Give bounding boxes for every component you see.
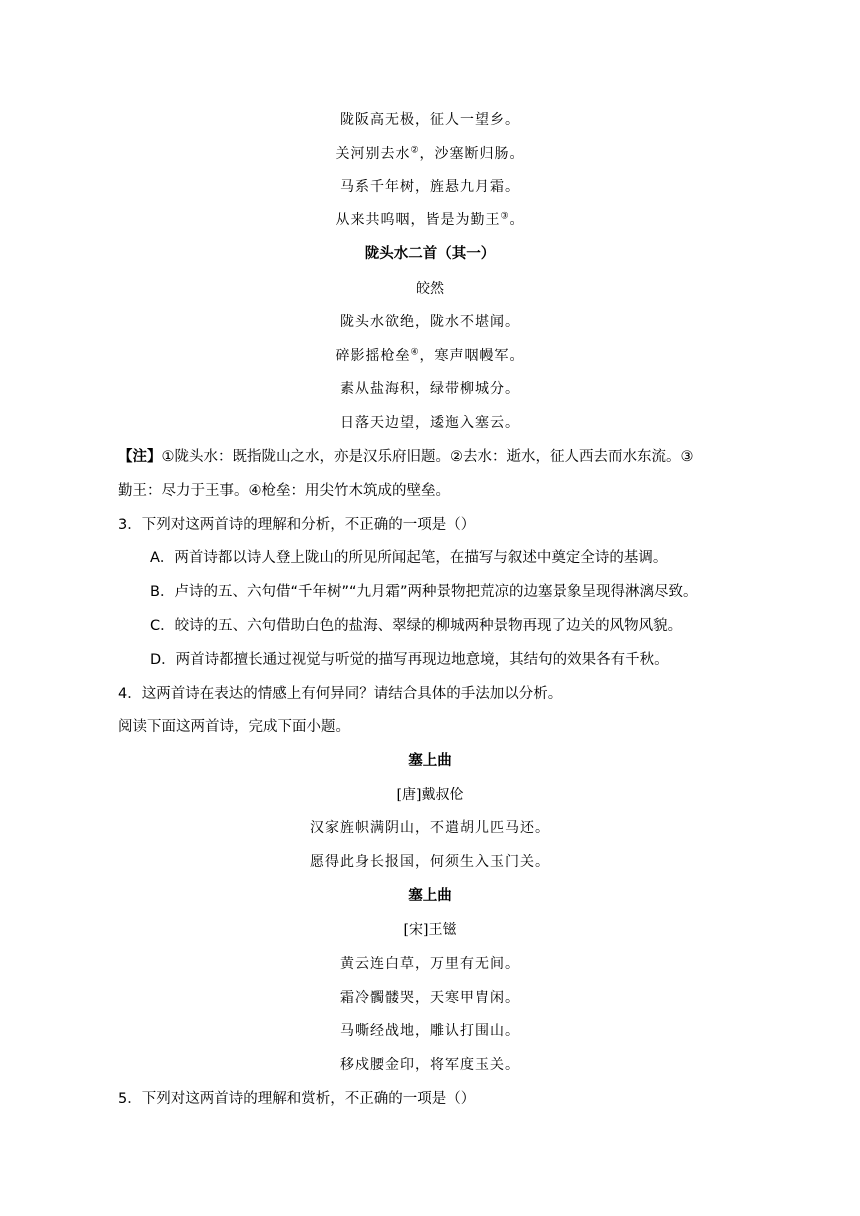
poem2-line-1: 陇头水欲绝，陇水不堪闻。 [340,314,520,330]
poem3-line-2: 愿得此身长报国，何须生入玉门关。 [310,854,550,870]
poem1-line-3: 马系千年树，旌悬九月霜。 [340,179,520,195]
footnote-mark: ④ [410,347,420,358]
poem4-line-1: 黄云连白草，万里有无间。 [340,956,520,972]
poem1-line-4: 从来共呜咽，皆是为勤王③。 [335,211,525,228]
question3-option-d: D．两首诗都擅长通过视觉与听觉的描写再现边地意境，其结句的效果各有千秋。 [150,652,669,668]
footnote-mark: ③ [500,211,510,222]
notes-line-1: 【注】①陇头水：既指陇山之水，亦是汉乐府旧题。②去水：逝水，征人西去而水东流。③ [118,449,694,465]
poem4-line-2: 霜冷髑髅哭，天寒甲胄闲。 [340,990,520,1006]
question3-stem: 3．下列对这两首诗的理解和分析，不正确的一项是（） [118,517,476,533]
poem2-line-2: 碎影摇枪垒④，寒声咽幔军。 [335,347,525,364]
question3-option-c: C．皎诗的五、六句借助白色的盐海、翠绿的柳城两种景物再现了边关的风物风貌。 [150,618,683,634]
footnote-mark: ② [410,145,420,156]
poem4-line-3: 马嘶经战地，雕认打围山。 [340,1023,520,1039]
question3-option-b: B．卢诗的五、六句借“千年树”“九月霜”两种景物把荒凉的边塞景象呈现得淋漓尽致。 [150,584,698,600]
question3-option-a: A．两首诗都以诗人登上陇山的所见所闻起笔，在描写与叙述中奠定全诗的基调。 [150,550,668,566]
poem2-title: 陇头水二首（其一） [364,246,496,262]
poem4-title: 塞上曲 [408,888,452,904]
poem2-author: 皎然 [416,281,444,297]
question4-stem: 4．这两首诗在表达的情感上有何异同？请结合具体的手法加以分析。 [118,686,563,702]
poem2-line-3: 素从盐海积，绿带柳城分。 [340,381,520,397]
poem1-line-1: 陇阪高无极，征人一望乡。 [340,112,520,128]
poem3-title: 塞上曲 [408,753,452,769]
poem4-line-4: 移戍腰金印，将军度玉关。 [340,1057,520,1073]
poem2-line-4: 日落天边望，逶迤入塞云。 [340,415,520,431]
poem3-author: [唐]戴叔伦 [396,787,464,803]
notes-line-2: 勤王：尽力于王事。④枪垒：用尖竹木筑成的壁垒。 [118,483,450,499]
poem1-line-2: 关河别去水②，沙塞断归肠。 [335,145,525,162]
poem4-author: [宋]王镃 [403,922,457,938]
question5-stem: 5．下列对这两首诗的理解和赏析，不正确的一项是（） [118,1091,476,1107]
reading-intro: 阅读下面这两首诗，完成下面小题。 [118,719,350,735]
poem3-line-1: 汉家旌帜满阴山，不遣胡儿匹马还。 [310,820,550,836]
notes-tag: 【注】 [118,449,162,465]
